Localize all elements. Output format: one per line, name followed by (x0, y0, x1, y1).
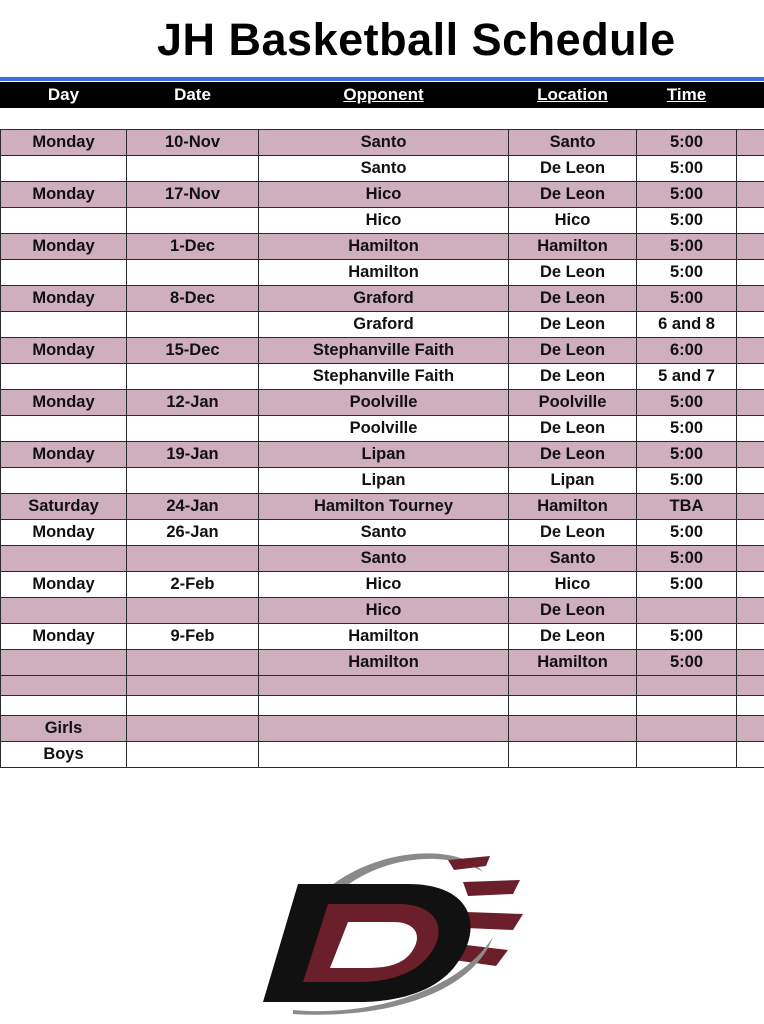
cell-time: 5:00 (637, 650, 737, 676)
cell-time: 6 and 8 (637, 312, 737, 338)
empty-cell (1, 696, 127, 716)
table-row (1, 156, 764, 182)
cell-extra (737, 468, 764, 494)
cell-day: Monday (1, 130, 127, 156)
cell-date: 26-Jan (127, 520, 259, 546)
cell-opponent: Santo (259, 156, 509, 182)
cell-date (127, 650, 259, 676)
cell-day: Monday (1, 572, 127, 598)
cell-day (1, 468, 127, 494)
cell-time: 5:00 (637, 286, 737, 312)
cell-date: 10-Nov (127, 130, 259, 156)
cell-location: De Leon (509, 260, 637, 286)
cell-location: De Leon (509, 182, 637, 208)
cell-extra (737, 182, 764, 208)
cell-date: 24-Jan (127, 494, 259, 520)
cell-date (127, 546, 259, 572)
cell-location: De Leon (509, 416, 637, 442)
cell-time: 5:00 (637, 520, 737, 546)
cell-date (127, 208, 259, 234)
cell-location: Hamilton (509, 494, 637, 520)
table-row (1, 286, 764, 312)
title-underline (0, 77, 764, 81)
empty-cell (637, 676, 737, 696)
cell-day: Monday (1, 234, 127, 260)
cell-time: 5:00 (637, 442, 737, 468)
empty-cell (737, 676, 764, 696)
cell-date: 17-Nov (127, 182, 259, 208)
empty-cell (127, 676, 259, 696)
cell-time: 5:00 (637, 156, 737, 182)
cell-location: De Leon (509, 520, 637, 546)
cell-extra (737, 260, 764, 286)
cell-day: Monday (1, 520, 127, 546)
empty-cell (509, 676, 637, 696)
cell-location: Hico (509, 572, 637, 598)
cell-extra (737, 416, 764, 442)
table-row (1, 468, 764, 494)
column-header-time: Time (637, 83, 737, 108)
cell-opponent: Lipan (259, 442, 509, 468)
cell-date (127, 468, 259, 494)
cell-date: 9-Feb (127, 624, 259, 650)
cell-date (127, 416, 259, 442)
cell-opponent: Hico (259, 182, 509, 208)
legend-girls: Girls (1, 716, 127, 742)
empty-cell (637, 696, 737, 716)
cell-extra (737, 546, 764, 572)
table-row (1, 598, 764, 624)
empty-cell (737, 742, 764, 768)
table-row (1, 312, 764, 338)
cell-date: 1-Dec (127, 234, 259, 260)
legend-row (1, 742, 764, 768)
cell-time (637, 598, 737, 624)
cell-location: De Leon (509, 364, 637, 390)
cell-location: De Leon (509, 312, 637, 338)
cell-date: 19-Jan (127, 442, 259, 468)
cell-extra (737, 208, 764, 234)
empty-cell (1, 676, 127, 696)
table-row (1, 208, 764, 234)
cell-extra (737, 520, 764, 546)
header-row (1, 83, 764, 108)
cell-time: 5:00 (637, 546, 737, 572)
cell-time: 5 and 7 (637, 364, 737, 390)
cell-extra (737, 442, 764, 468)
table-row (1, 572, 764, 598)
cell-date: 8-Dec (127, 286, 259, 312)
empty-cell (127, 696, 259, 716)
column-header-day: Day (1, 83, 127, 108)
table-row (1, 546, 764, 572)
cell-location: Lipan (509, 468, 637, 494)
cell-day: Monday (1, 390, 127, 416)
cell-date: 12-Jan (127, 390, 259, 416)
cell-time: 5:00 (637, 416, 737, 442)
cell-extra (737, 390, 764, 416)
cell-location: Hamilton (509, 234, 637, 260)
schedule-table (0, 82, 764, 768)
cell-extra (737, 156, 764, 182)
spacer-row (1, 696, 764, 716)
cell-opponent: Graford (259, 286, 509, 312)
empty-cell (509, 742, 637, 768)
empty-cell (637, 716, 737, 742)
cell-date: 15-Dec (127, 338, 259, 364)
cell-date (127, 364, 259, 390)
empty-cell (259, 696, 509, 716)
cell-time: 5:00 (637, 234, 737, 260)
empty-cell (259, 676, 509, 696)
cell-date (127, 598, 259, 624)
cell-day (1, 364, 127, 390)
cell-time: 5:00 (637, 624, 737, 650)
page-title: JH Basketball Schedule (157, 14, 676, 65)
column-header-extra (737, 83, 764, 108)
cell-extra (737, 650, 764, 676)
table-row (1, 130, 764, 156)
legend-boys: Boys (1, 742, 127, 768)
schedule-body (1, 108, 764, 768)
cell-date (127, 312, 259, 338)
empty-cell (509, 696, 637, 716)
empty-cell (127, 742, 259, 768)
column-header-opponent: Opponent (259, 83, 509, 108)
cell-time: 5:00 (637, 468, 737, 494)
cell-time: 6:00 (637, 338, 737, 364)
cell-day (1, 416, 127, 442)
cell-location: De Leon (509, 286, 637, 312)
empty-cell (259, 742, 509, 768)
cell-opponent: Poolville (259, 416, 509, 442)
cell-opponent: Hamilton (259, 650, 509, 676)
cell-opponent: Hico (259, 208, 509, 234)
schedule-title (0, 10, 764, 70)
cell-opponent: Graford (259, 312, 509, 338)
cell-day: Saturday (1, 494, 127, 520)
cell-day: Monday (1, 338, 127, 364)
cell-opponent: Hico (259, 572, 509, 598)
table-row (1, 338, 764, 364)
empty-cell (737, 716, 764, 742)
cell-opponent: Lipan (259, 468, 509, 494)
cell-extra (737, 624, 764, 650)
cell-extra (737, 312, 764, 338)
legend-row (1, 716, 764, 742)
cell-extra (737, 234, 764, 260)
de-leon-d-logo (258, 842, 528, 1017)
spacer-row (1, 676, 764, 696)
cell-time: 5:00 (637, 390, 737, 416)
empty-cell (127, 716, 259, 742)
cell-day (1, 260, 127, 286)
empty-cell (259, 716, 509, 742)
cell-opponent: Hamilton (259, 234, 509, 260)
cell-extra (737, 286, 764, 312)
table-row (1, 182, 764, 208)
table-row (1, 390, 764, 416)
table-row (1, 494, 764, 520)
cell-location: Santo (509, 546, 637, 572)
cell-time: 5:00 (637, 572, 737, 598)
column-header-location: Location (509, 83, 637, 108)
cell-day: Monday (1, 442, 127, 468)
cell-location: Hico (509, 208, 637, 234)
cell-time: 5:00 (637, 208, 737, 234)
cell-opponent: Hamilton Tourney (259, 494, 509, 520)
cell-opponent: Stephanville Faith (259, 338, 509, 364)
cell-extra (737, 338, 764, 364)
table-row (1, 416, 764, 442)
table-row (1, 364, 764, 390)
spacer-row (1, 108, 764, 130)
cell-date (127, 260, 259, 286)
table-row (1, 234, 764, 260)
cell-day: Monday (1, 182, 127, 208)
table-row (1, 442, 764, 468)
cell-opponent: Hico (259, 598, 509, 624)
cell-extra (737, 364, 764, 390)
cell-location: De Leon (509, 442, 637, 468)
cell-day (1, 208, 127, 234)
cell-day (1, 546, 127, 572)
cell-location: De Leon (509, 598, 637, 624)
cell-opponent: Stephanville Faith (259, 364, 509, 390)
empty-cell (737, 696, 764, 716)
cell-opponent: Santo (259, 546, 509, 572)
column-header-date: Date (127, 83, 259, 108)
cell-day (1, 156, 127, 182)
cell-date (127, 156, 259, 182)
cell-location: Hamilton (509, 650, 637, 676)
cell-opponent: Hamilton (259, 624, 509, 650)
cell-date: 2-Feb (127, 572, 259, 598)
cell-day (1, 312, 127, 338)
cell-location: De Leon (509, 338, 637, 364)
cell-time: 5:00 (637, 130, 737, 156)
cell-extra (737, 130, 764, 156)
table-row (1, 650, 764, 676)
cell-time: 5:00 (637, 182, 737, 208)
cell-opponent: Poolville (259, 390, 509, 416)
cell-extra (737, 598, 764, 624)
cell-location: De Leon (509, 156, 637, 182)
cell-opponent: Hamilton (259, 260, 509, 286)
cell-extra (737, 572, 764, 598)
empty-cell (637, 742, 737, 768)
cell-time: 5:00 (637, 260, 737, 286)
cell-opponent: Santo (259, 520, 509, 546)
cell-extra (737, 494, 764, 520)
table-row (1, 260, 764, 286)
cell-location: De Leon (509, 624, 637, 650)
cell-opponent: Santo (259, 130, 509, 156)
cell-location: Santo (509, 130, 637, 156)
cell-day: Monday (1, 286, 127, 312)
table-row (1, 520, 764, 546)
cell-day: Monday (1, 624, 127, 650)
empty-cell (509, 716, 637, 742)
table-row (1, 624, 764, 650)
cell-day (1, 598, 127, 624)
cell-day (1, 650, 127, 676)
cell-time: TBA (637, 494, 737, 520)
cell-location: Poolville (509, 390, 637, 416)
